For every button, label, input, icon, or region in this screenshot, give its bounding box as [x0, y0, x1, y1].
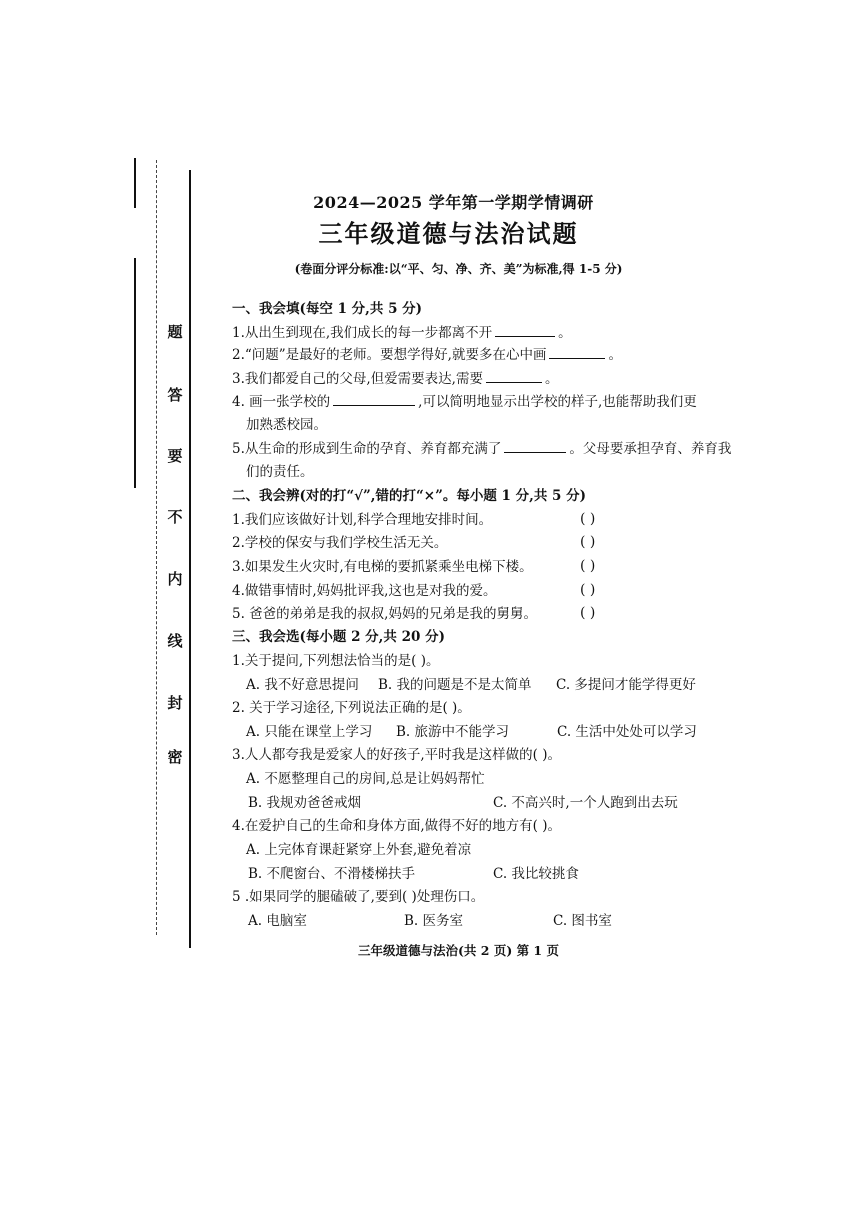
section-heading: 二、我会辨(对的打“√”,错的打“×”。每小题 1 分,共 5 分): [232, 488, 587, 504]
answer-blank[interactable]: [495, 324, 555, 337]
page-footer: 三年级道德与法治(共 2 页) 第 1 页: [358, 943, 559, 958]
page-title: 三年级道德与法治试题: [318, 219, 579, 248]
choice-question: 3.人人都夸我是爱家人的好孩子,平时我是这样做的( )。: [232, 747, 561, 763]
judge-question: 5. 爸爸的弟弟是我的叔叔,妈妈的兄弟是我的舅舅。: [232, 606, 537, 622]
answer-blank[interactable]: [504, 440, 566, 453]
question-text: 1.从出生到现在,我们成长的每一步都离不开: [232, 325, 493, 341]
fill-question: [232, 324, 572, 342]
score-note: (卷面分评分标准:以“平、匀、净、齐、美”为标准,得 1-5 分): [294, 262, 623, 276]
seal-char: 内: [167, 570, 183, 588]
judge-question: 3.如果发生火灾时,有电梯的要抓紧乘坐电梯下楼。: [232, 559, 533, 575]
question-text: 。: [558, 325, 572, 341]
option-b[interactable]: B. 不爬窗台、不滑楼梯扶手: [248, 866, 416, 882]
answer-blank[interactable]: [486, 370, 542, 383]
option-a[interactable]: A. 电脑室: [248, 913, 307, 929]
option-b[interactable]: B. 我规劝爸爸戒烟: [248, 795, 362, 811]
question-text: 4. 画一张学校的: [232, 394, 331, 410]
option-b[interactable]: B. 我的问题是不是太简单: [378, 677, 532, 693]
option-a[interactable]: A. 只能在课堂上学习: [246, 724, 373, 740]
option-a[interactable]: A. 上完体育课赶紧穿上外套,避免着凉: [246, 842, 472, 858]
answer-paren[interactable]: ( ): [580, 605, 596, 621]
choice-question: 4.在爱护自己的生命和身体方面,做得不好的地方有( )。: [232, 818, 561, 834]
margin-line-right: [189, 170, 191, 948]
question-text: ,可以简明地显示出学校的样子,也能帮助我们更: [418, 394, 697, 410]
binding-margin: [0, 0, 200, 1227]
exam-term: 2024—2025 学年第一学期学情调研: [313, 193, 594, 212]
option-c[interactable]: C. 我比较挑食: [493, 866, 579, 882]
question-text: 2.“问题”是最好的老师。要想学得好,就要多在心中画: [232, 347, 547, 363]
judge-question: 2.学校的保安与我们学校生活无关。: [232, 535, 448, 551]
option-b[interactable]: B. 医务室: [404, 913, 464, 929]
seal-char: 线: [167, 632, 183, 650]
question-continuation: 加熟悉校园。: [246, 417, 327, 433]
option-c[interactable]: C. 生活中处处可以学习: [557, 724, 697, 740]
option-c[interactable]: C. 多提问才能学得更好: [556, 677, 696, 693]
answer-paren[interactable]: ( ): [580, 558, 596, 574]
question-text: 5.从生命的形成到生命的孕育、养育都充满了: [232, 441, 502, 457]
judge-question: 1.我们应该做好计划,科学合理地安排时间。: [232, 512, 493, 528]
section-heading: 一、我会填(每空 1 分,共 5 分): [232, 301, 423, 317]
seal-char: 题: [167, 323, 183, 341]
question-text: 3.我们都爱自己的父母,但爱需要表达,需要: [232, 371, 483, 387]
option-a[interactable]: A. 我不好意思提问: [246, 677, 359, 693]
option-c[interactable]: C. 图书室: [553, 913, 612, 929]
question-text: 。: [544, 371, 559, 387]
option-c[interactable]: C. 不高兴时,一个人跑到出去玩: [493, 795, 678, 811]
question-continuation: 们的责任。: [246, 464, 314, 480]
question-text: 。: [608, 347, 622, 363]
seal-char: 不: [167, 508, 183, 526]
choice-question: 2. 关于学习途径,下列说法正确的是( )。: [232, 700, 471, 716]
choice-question: 5 .如果同学的腿磕破了,要到( )处理伤口。: [232, 889, 485, 905]
answer-blank[interactable]: [549, 346, 605, 359]
fill-question: [232, 370, 558, 388]
seal-char: 封: [167, 694, 183, 712]
fill-question: [232, 440, 731, 458]
seal-char: 答: [167, 386, 183, 404]
question-text: 。父母要承担孕育、养育我: [569, 441, 732, 457]
fill-question: [232, 393, 697, 411]
seal-char: 要: [167, 447, 183, 465]
answer-paren[interactable]: ( ): [580, 582, 596, 598]
answer-blank[interactable]: [333, 393, 415, 406]
option-b[interactable]: B. 旅游中不能学习: [396, 724, 510, 740]
judge-question: 4.做错事情时,妈妈批评我,这也是对我的爱。: [232, 583, 497, 599]
fill-question: [232, 346, 622, 364]
answer-paren[interactable]: ( ): [580, 534, 596, 550]
choice-question: 1.关于提问,下列想法恰当的是( )。: [232, 653, 440, 669]
section-heading: 三、我会选(每小题 2 分,共 20 分): [232, 629, 445, 645]
answer-paren[interactable]: ( ): [580, 511, 596, 527]
option-a[interactable]: A. 不愿整理自己的房间,总是让妈妈帮忙: [246, 771, 485, 787]
seal-char: 密: [167, 748, 183, 766]
margin-line-left: [134, 258, 136, 488]
